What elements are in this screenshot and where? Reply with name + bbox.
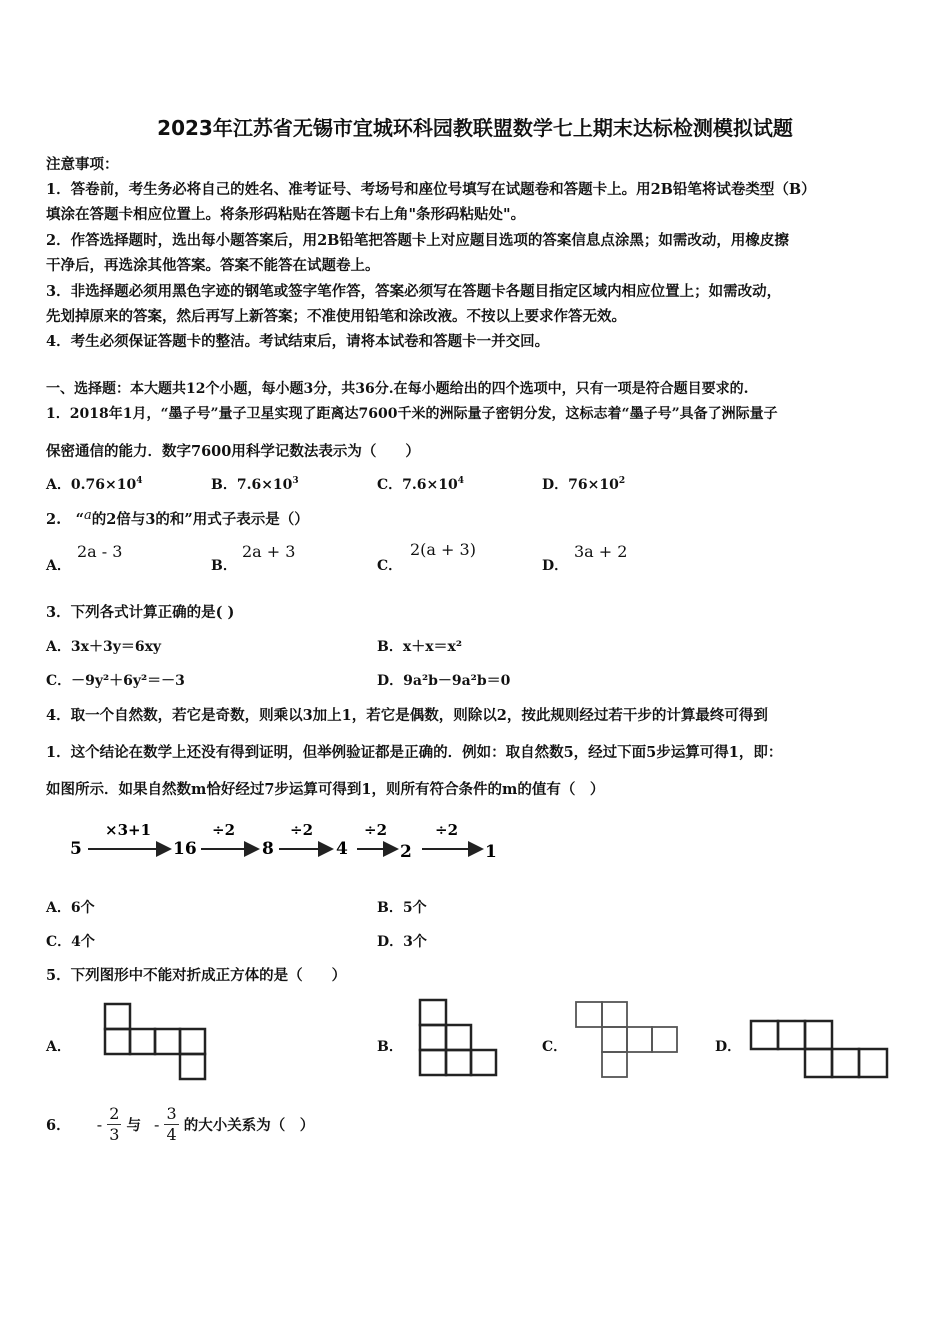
q1-option-b: B．$7.6\times 10^3$ (211, 476, 299, 493)
chain-number: 1 (485, 842, 497, 862)
q4-option-c: C．4个 (46, 934, 95, 950)
q4-stem-line3: 如图所示．如果自然数m恰好经过7步运算可得到1，则所有符合条件的m的值有（ ） (46, 781, 605, 798)
notice-line: 干净后，再选涂其他答案。答案不能答在试题卷上。 (46, 257, 380, 274)
q3-stem: 3．下列各式计算正确的是( ) (46, 604, 235, 621)
q1-stem-line1: 1．2018年1月，“墨子号”量子卫星实现了距离达7600千米的洲际量子密钥分发，这标志着“墨子号”具备了洲际量子 (46, 406, 778, 422)
q5-net-d (749, 1019, 891, 1081)
q5-option-c-label: C． (542, 1039, 568, 1055)
q5-net-c (574, 1000, 680, 1080)
q2-option-b-expr: 2a + 3 (242, 542, 296, 561)
q4-option-d: D．3个 (377, 934, 427, 950)
q5-net-a (103, 1002, 207, 1082)
q2-option-d-expr: 3a + 2 (574, 542, 628, 561)
q4-option-a: A．6个 (46, 900, 95, 916)
section-heading: 一、选择题：本大题共12个小题，每小题3分，共36分.在每小题给出的四个选项中，只有一项是符合题目要求的. (46, 381, 749, 397)
page-title: 2023年江苏省无锡市宜城环科园教联盟数学七上期末达标检测模拟试题 (157, 116, 793, 140)
chain-op: ÷2 (364, 821, 388, 839)
q2-option-a-label: A． (46, 558, 71, 574)
chain-op: ÷2 (212, 821, 236, 839)
q4-operation-chain (60, 812, 520, 872)
q5-option-d-label: D． (715, 1039, 742, 1055)
q5-option-a-label: A． (46, 1039, 71, 1055)
q2-option-b-label: B． (211, 558, 237, 574)
q3-option-a: A．3x＋3y＝6xy (46, 639, 162, 655)
chain-op: ×3+1 (105, 821, 152, 839)
q5-net-b (418, 998, 500, 1078)
q1-option-d: D．$76\times 10^2$ (542, 476, 626, 493)
q2-option-c-label: C． (377, 558, 403, 574)
chain-number: 8 (262, 839, 274, 859)
notice-line: 1．答卷前，考生务必将自己的姓名、准考证号、考场号和座位号填写在试题卷和答题卡上。用2B铅笔将试卷类型（B） (46, 181, 816, 198)
notice-line: 4．考生必须保证答题卡的整洁。考试结束后，请将本试卷和答题卡一并交回。 (46, 333, 550, 350)
notice-heading: 注意事项： (46, 156, 119, 173)
q4-option-b: B．5个 (377, 900, 427, 916)
fraction-2-3: $\frac{2}{3}$ (109, 1104, 120, 1144)
chain-number: 4 (336, 839, 348, 859)
chain-number: 5 (70, 839, 82, 859)
q1-stem-line2: 保密通信的能力．数字7600用科学记数法表示为（ ） (46, 443, 420, 460)
q2-option-a-expr: 2a - 3 (77, 542, 123, 561)
notice-line: 3．非选择题必须用黑色字迹的钢笔或签字笔作答，答案必须写在答题卡各题目指定区域内相应位置上；如需改动， (46, 283, 782, 300)
q5-option-b-label: B． (377, 1039, 403, 1055)
chain-op: ÷2 (290, 821, 314, 839)
chain-op: ÷2 (435, 821, 459, 839)
q1-option-c: C．$7.6\times 10^4$ (377, 476, 464, 493)
q3-option-b: B．x＋x＝x² (377, 639, 463, 655)
q1-option-a: A．$0.76\times 10^4$ (46, 476, 143, 493)
notice-line: 2．作答选择题时，选出每小题答案后，用2B铅笔把答题卡上对应题目选项的答案信息点涂黑；如需改动，用橡皮擦 (46, 232, 789, 249)
q4-stem-line1: 4．取一个自然数，若它是奇数，则乘以3加上1，若它是偶数，则除以2，按此规则经过若干步的计算最终可得到 (46, 707, 768, 724)
q3-option-d: D．9a²b－9a²b＝0 (377, 673, 511, 689)
q2-option-c-expr: 2(a + 3) (410, 540, 476, 559)
q3-option-c: C．－9y²＋6y²＝－3 (46, 673, 185, 689)
q2-option-d-label: D． (542, 558, 569, 574)
q5-stem: 5．下列图形中不能对折成正方体的是（ ） (46, 967, 347, 984)
notice-line: 填涂在答题卡相应位置上。将条形码粘贴在答题卡右上角"条形码粘贴处"。 (46, 206, 526, 223)
chain-number: 16 (173, 839, 197, 859)
notice-line: 先划掉原来的答案，然后再写上新答案；不准使用铅笔和涂改液。不按以上要求作答无效。 (46, 308, 626, 325)
q4-stem-line2: 1．这个结论在数学上还没有得到证明，但举例验证都是正确的．例如：取自然数5，经过下面5步运算可得1，即： (46, 744, 783, 761)
chain-number: 2 (400, 842, 412, 862)
q6-stem: 6． - $\frac{2}{3}$ 与 - $\frac{3}{4}$ 的大小关系为（ ） (46, 1104, 315, 1144)
fraction-3-4: $\frac{3}{4}$ (166, 1104, 177, 1144)
q2-stem: 2. “a的2倍与3的和”用式子表示是（） (46, 508, 309, 528)
